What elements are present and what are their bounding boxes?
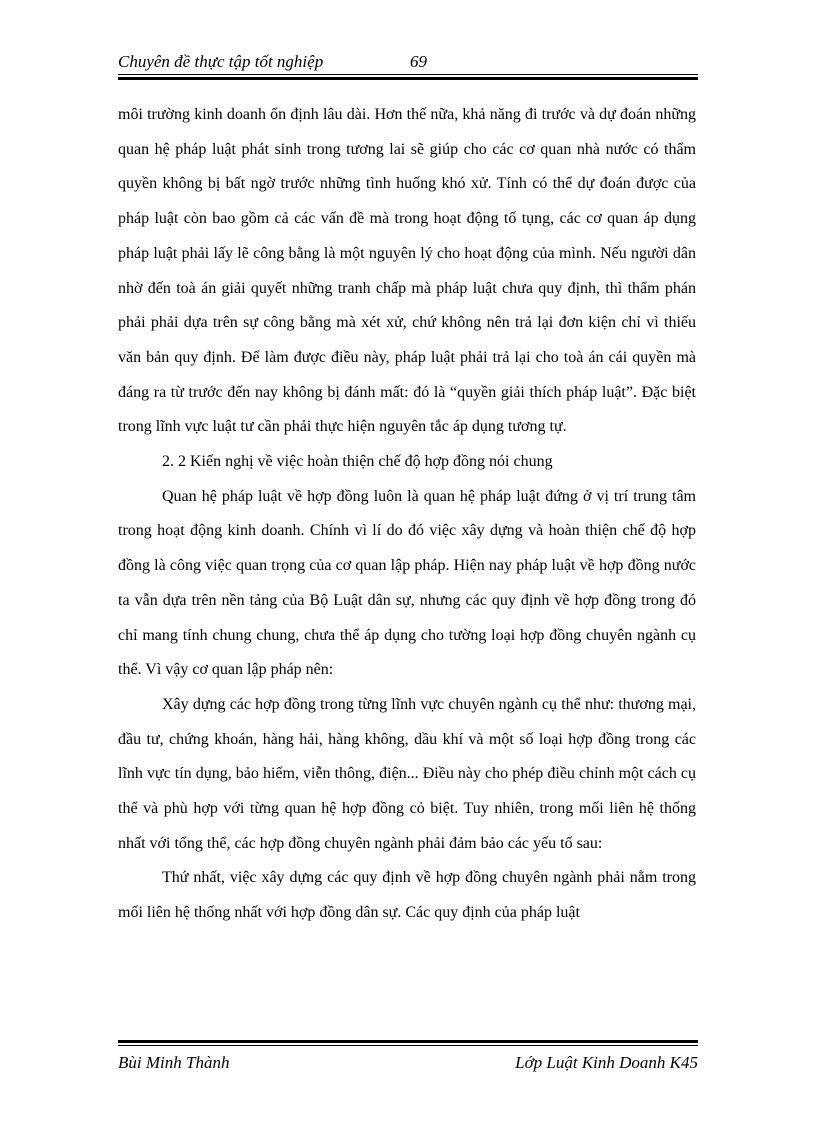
page-number: 69	[410, 52, 427, 71]
header-rule-thick	[118, 77, 698, 80]
author-name: Bùi Minh Thành	[118, 1053, 230, 1072]
paragraph-continuation: môi trường kinh doanh ổn định lâu dài. Hơn thế nữa, khả năng đi trước và dự đoán những quan hệ pháp luật phát sinh trong tương lai sẽ giúp cho các cơ quan nhà nước có thẩm quyền không bị bất ngờ trước những tình huống khó xử. Tính có thể dự đoán được của pháp luật còn bao gồm cả các vấn đề mà trong hoạt động tố tụng, các cơ quan áp dụng pháp luật phải lấy lẽ công bằng là một nguyên lý cho hoạt động của mình. Nếu người dân nhờ đến toà án giải quyết những tranh chấp mà pháp luật chưa quy định, thì thẩm phán phải phải dựa trên sự công bằng mà xét xử, chứ không nên trả lại đơn kiện chỉ vì thiếu văn bản quy định. Để làm được điều này, pháp luật phải trả lại cho toà án cái quyền mà đáng ra từ trước đến nay không bị đánh mất: đó là “quyền giải thích pháp luật”. Đặc biệt trong lĩnh vực luật tư cần phải thực hiện nguyên tắc áp dụng tương tự.	[118, 106, 696, 436]
page-footer	[118, 1040, 698, 1080]
footer-rule-thin	[118, 1045, 698, 1046]
page-header	[118, 50, 698, 80]
paragraph: Quan hệ pháp luật về hợp đồng luôn là quan hệ pháp luật đứng ở vị trí trung tâm trong hoạt động kinh doanh. Chính vì lí do đó việc xây dựng và hoàn thiện chế độ hợp đồng là công việc quan trọng của cơ quan lập pháp. Hiện nay pháp luật về hợp đồng nước ta vẫn dựa trên nền tảng của Bộ Luật dân sự, nhưng các quy định về hợp đồng trong đó chỉ mang tính chung chung, chưa thể áp dụng cho tường loại hợp đồng chuyên ngành cụ thể. Vì vậy cơ quan lập pháp nên:	[118, 487, 696, 679]
document-title: Chuyên đề thực tập tốt nghiệp	[118, 52, 324, 71]
paragraph: Xây dựng các hợp đồng trong từng lĩnh vực chuyên ngành cụ thể như: thương mại, đầu tư, chứng khoán, hàng hải, hàng không, dầu khí và một số loại hợp đồng trong các lĩnh vực tín dụng, bảo hiểm, viễn thông, điện... Điều này cho phép điều chỉnh một cách cụ thể và phù hợp với từng quan hệ hợp đồng cỏ biệt. Tuy nhiên, trong mối liên hệ thống nhất với tổng thể, các hợp đồng chuyên ngành phải đảm bảo các yếu tố sau:	[118, 695, 696, 852]
class-name: Lớp Luật Kinh Doanh K45	[515, 1053, 698, 1072]
page-body	[118, 98, 696, 931]
section-heading: 2. 2 Kiến nghị về việc hoàn thiện chế độ hợp đồng nói chung	[162, 453, 553, 471]
paragraph: Thứ nhất, việc xây dựng các quy định về hợp đồng chuyên ngành phải nằm trong mối liên hệ thống nhất với hợp đồng dân sự. Các quy định của pháp luật	[118, 869, 696, 922]
header-rule-thin	[118, 74, 698, 75]
footer-rule-thick	[118, 1040, 698, 1043]
